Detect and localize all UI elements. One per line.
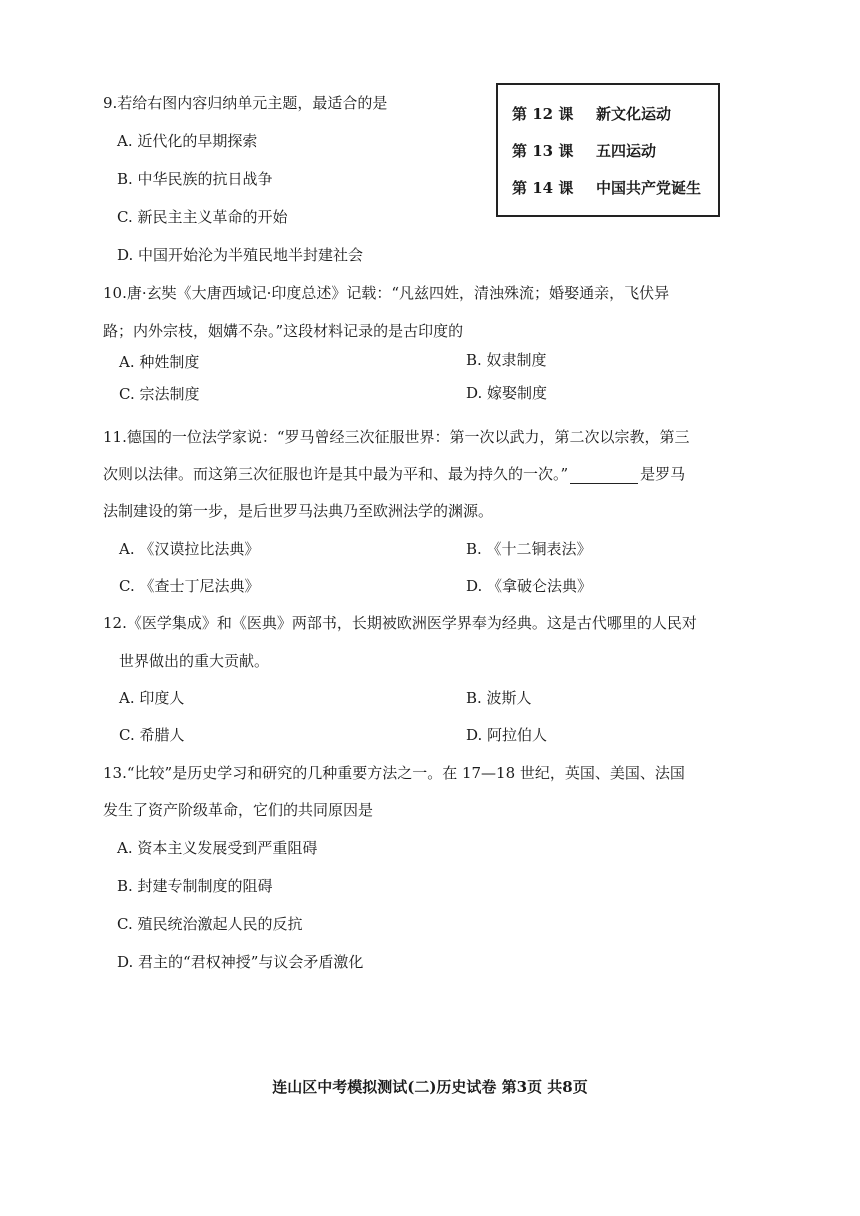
page-footer: 连山区中考模拟测试(二)历史试卷 第3页 共8页	[272, 1078, 588, 1096]
lesson-row	[512, 140, 656, 161]
q13-option-b: B. 封建专制制度的阻碍	[117, 877, 273, 895]
lesson-number: 第 13 课	[512, 142, 574, 160]
q11-stem-line2	[103, 464, 685, 484]
lesson-title: 五四运动	[596, 142, 657, 160]
lesson-title: 中国共产党诞生	[596, 179, 702, 197]
q13-option-c: C. 殖民统治激起人民的反抗	[117, 915, 303, 933]
q11-option-b: B. 《十二铜表法》	[466, 540, 592, 558]
q11-stem-line1: 11.德国的一位法学家说：“罗马曾经三次征服世界：第一次以武力，第二次以宗教，第三	[103, 428, 690, 446]
q13-option-d: D. 君主的“君权神授”与议会矛盾激化	[117, 953, 364, 971]
lesson-row	[512, 177, 701, 198]
q11-stem-line2-tail: 是罗马	[640, 465, 686, 483]
q13-stem-line2: 发生了资产阶级革命，它们的共同原因是	[103, 801, 374, 819]
q10-stem-line1: 10.唐·玄奘《大唐西域记·印度总述》记载：“凡兹四姓，清浊殊流；婚娶通亲，飞伏异	[103, 284, 670, 302]
q9-option-c: C. 新民主主义革命的开始	[117, 208, 288, 226]
q12-option-a: A. 印度人	[119, 689, 185, 707]
q11-stem-line2-text: 次则以法律。而这第三次征服也许是其中最为平和、最为持久的一次。”	[103, 465, 569, 483]
q9-option-a: A. 近代化的早期探索	[117, 132, 258, 150]
q12-option-b: B. 波斯人	[466, 689, 532, 707]
q10-option-a: A. 种姓制度	[119, 353, 200, 371]
q12-option-d: D. 阿拉伯人	[466, 726, 548, 744]
q13-stem-line1: 13.“比较”是历史学习和研究的几种重要方法之一。在 17—18 世纪，英国、美国、法国	[103, 764, 685, 782]
q10-option-d: D. 嫁娶制度	[466, 384, 548, 402]
q9-option-b: B. 中华民族的抗日战争	[117, 170, 273, 188]
answer-blank	[570, 467, 638, 484]
lesson-box	[496, 83, 720, 217]
lesson-number: 第 12 课	[512, 105, 574, 123]
lesson-title: 新文化运动	[596, 105, 672, 123]
q10-option-b: B. 奴隶制度	[466, 351, 547, 369]
q10-stem-line2: 路；内外宗枝，姻媾不杂。”这段材料记录的是古印度的	[103, 322, 464, 340]
q12-stem-line2: 世界做出的重大贡献。	[119, 652, 270, 670]
q11-option-a: A. 《汉谟拉比法典》	[119, 540, 260, 558]
q12-stem-line1: 12.《医学集成》和《医典》两部书，长期被欧洲医学界奉为经典。这是古代哪里的人民对	[103, 614, 697, 632]
q11-stem-line3: 法制建设的第一步，是后世罗马法典乃至欧洲法学的渊源。	[103, 502, 494, 520]
q13-option-a: A. 资本主义发展受到严重阻碍	[117, 839, 318, 857]
lesson-row	[512, 103, 671, 124]
q11-option-d: D. 《拿破仑法典》	[466, 577, 593, 595]
q9-stem: 9.若给右图内容归纳单元主题，最适合的是	[103, 94, 388, 112]
q12-option-c: C. 希腊人	[119, 726, 185, 744]
q10-option-c: C. 宗法制度	[119, 385, 200, 403]
lesson-number: 第 14 课	[512, 179, 574, 197]
q11-option-c: C. 《查士丁尼法典》	[119, 577, 260, 595]
q9-option-d: D. 中国开始沦为半殖民地半封建社会	[117, 246, 364, 264]
